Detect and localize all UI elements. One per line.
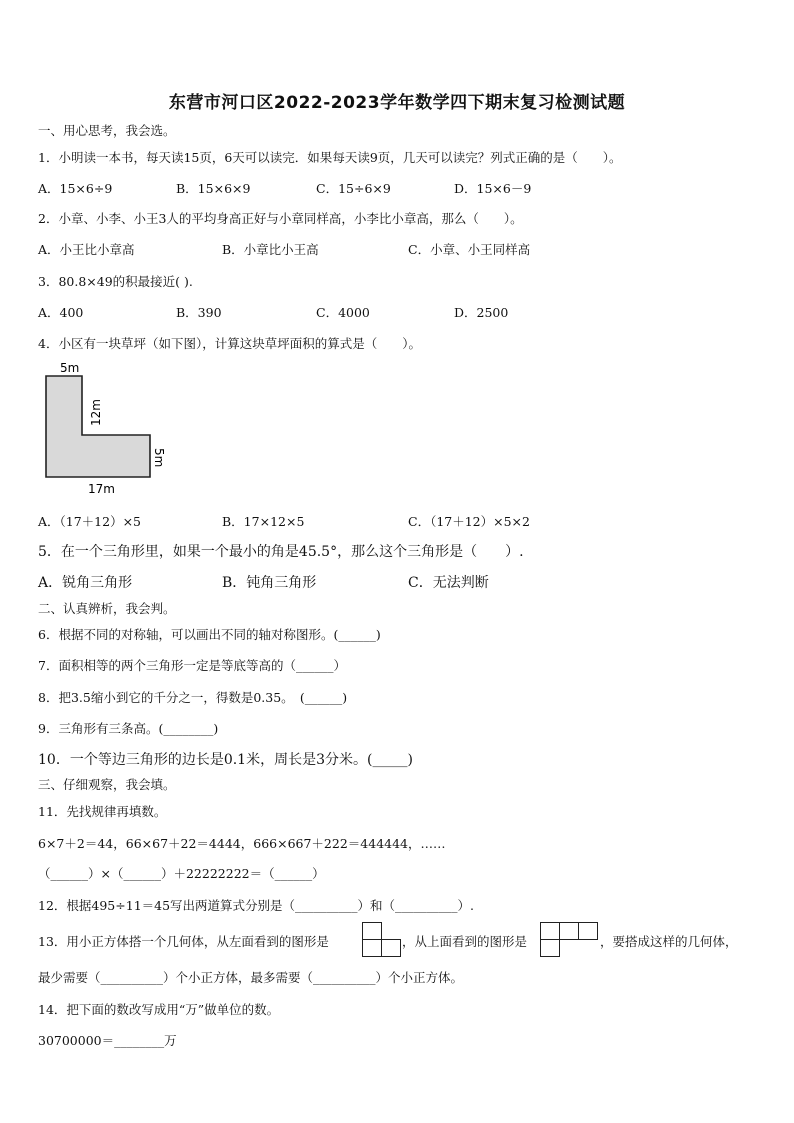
- question-6: 6．根据不同的对称轴，可以画出不同的轴对称图形。(______): [38, 627, 381, 642]
- q1-option-c: C．15÷6×9: [316, 181, 391, 196]
- q1-option-d: D．15×6－9: [454, 181, 532, 196]
- page-title: 东营市河口区2022-2023学年数学四下期末复习检测试题: [168, 93, 626, 113]
- q11-blank: （______）×（______）＋22222222＝（______）: [38, 866, 325, 881]
- top-view-box-4: [540, 939, 560, 957]
- q11-pattern: 6×7＋2＝44，66×67＋22＝4444，666×667＋222＝444444，……: [38, 836, 446, 851]
- l-shaped-lawn-figure: [38, 360, 178, 500]
- q5-option-c: C．无法判断: [408, 575, 489, 591]
- question-11: 11．先找规律再填数。: [38, 804, 167, 819]
- q14-expression: 30700000＝________万: [38, 1033, 177, 1048]
- question-8: 8．把3.5缩小到它的千分之一，得数是0.35。 (______): [38, 690, 348, 705]
- question-4: 4．小区有一块草坪（如下图），计算这块草坪面积的算式是（ ）。: [38, 336, 421, 351]
- question-9: 9．三角形有三条高。(________): [38, 721, 219, 736]
- top-view-box-2: [559, 922, 579, 940]
- left-view-box-bottom-left: [362, 939, 382, 957]
- q13-part3: ，要搭成这样的几何体，: [600, 934, 738, 949]
- q2-option-a: A．小王比小章高: [38, 242, 135, 257]
- q4-option-a: A．（17＋12）×5: [38, 514, 142, 529]
- section-heading-3: 三、仔细观察，我会填。: [38, 777, 176, 792]
- q1-option-b: B．15×6×9: [176, 181, 251, 196]
- q13-line2: 最少需要（__________）个小正方体，最多需要（__________）个小正方体。: [38, 970, 464, 985]
- q4-option-b: B．17×12×5: [222, 514, 305, 529]
- q3-option-d: D．2500: [454, 305, 509, 320]
- q1-option-a: A．15×6÷9: [38, 181, 113, 196]
- question-14: 14．把下面的数改写成用“万”做单位的数。: [38, 1002, 280, 1017]
- question-12: 12．根据495÷11＝45写出两道算式分别是（__________）和（__________）.: [38, 898, 475, 913]
- label-top-5m: 5m: [60, 361, 80, 375]
- top-view-box-3: [578, 922, 598, 940]
- question-10: 10．一个等边三角形的边长是0.1米，周长是3分米。(_____): [38, 752, 413, 768]
- section-heading-1: 一、用心思考，我会选。: [38, 123, 176, 138]
- section-heading-2: 二、认真辨析，我会判。: [38, 601, 176, 616]
- question-7: 7．面积相等的两个三角形一定是等底等高的（______）: [38, 658, 346, 673]
- q5-option-b: B．钝角三角形: [222, 575, 317, 591]
- q4-option-c: C．（17＋12）×5×2: [408, 514, 530, 529]
- q3-option-a: A．400: [38, 305, 84, 320]
- q2-option-c: C．小章、小王同样高: [408, 242, 531, 257]
- label-left-12m: 12m: [89, 399, 103, 426]
- question-5: 5．在一个三角形里，如果一个最小的角是45.5°，那么这个三角形是（ ）.: [38, 544, 524, 560]
- question-2: 2．小章、小李、小王3人的平均身高正好与小章同样高，小李比小章高，那么（ ）。: [38, 211, 523, 226]
- q13-part2: ，从上面看到的图形是: [402, 934, 528, 949]
- q3-option-b: B．390: [176, 305, 222, 320]
- label-bottom-17m: 17m: [88, 482, 115, 496]
- left-view-box-top: [362, 922, 382, 940]
- q3-option-c: C．4000: [316, 305, 370, 320]
- question-3: 3．80.8×49的积最接近( ).: [38, 274, 193, 289]
- question-1: 1．小明读一本书，每天读15页，6天可以读完．如果每天读9页，几天可以读完？列式正确的是（ ）。: [38, 150, 622, 165]
- top-view-box-1: [540, 922, 560, 940]
- q13-part1: 13．用小正方体搭一个几何体，从左面看到的图形是: [38, 934, 329, 949]
- left-view-box-bottom-right: [381, 939, 401, 957]
- q5-option-a: A．锐角三角形: [38, 575, 133, 591]
- q2-option-b: B．小章比小王高: [222, 242, 319, 257]
- label-right-5m: 5m: [152, 448, 166, 468]
